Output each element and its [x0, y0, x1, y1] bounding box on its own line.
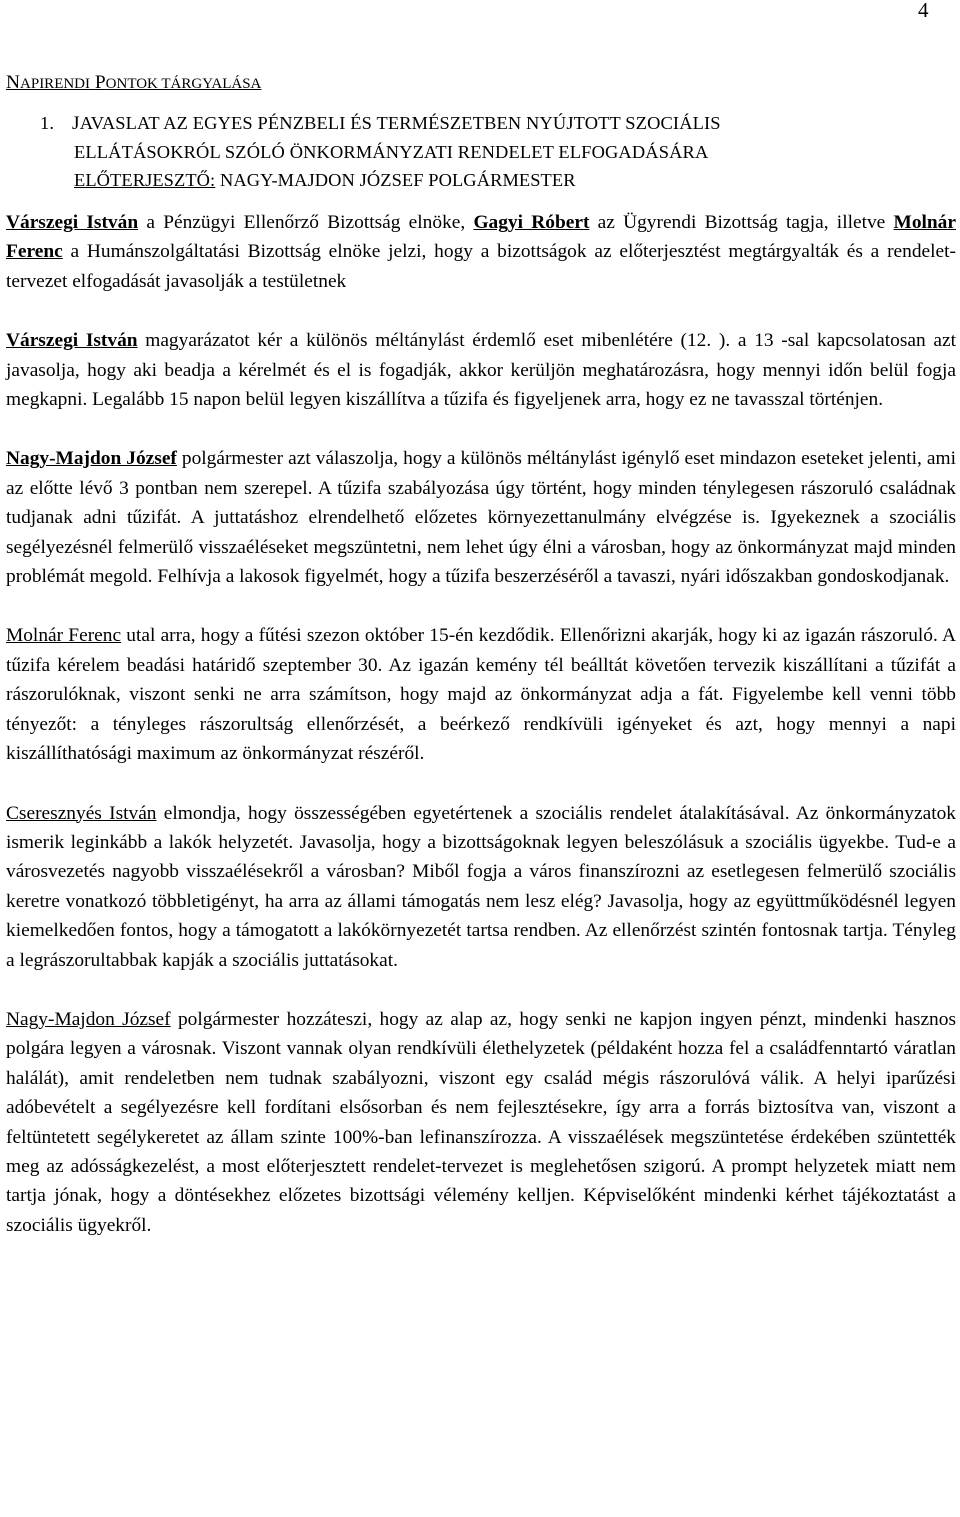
heading-initial-2: P: [94, 72, 106, 93]
agenda-title-line2: ELLÁTÁSOKRÓL SZÓLÓ ÖNKORMÁNYZATI RENDELET ELFOGADÁSÁRA: [74, 142, 709, 162]
paragraph-committees: [6, 208, 956, 296]
paragraph-text: az Ügyrendi Bizottság tagja, illetve: [589, 212, 894, 233]
paragraph-text: magyarázatot kér a különös méltánylást érdemlő eset mibenlétére (12. ). a 13 -sal kapcsolatosan azt javasolja, hogy aki beadja a kérelmét és el is fogadják, akkor kerüljön meghatározásra, hogy mennyi időn belül fogja megkapni. Legalább 15 napon belül legyen kiszállítva a tűzifa és figyeljenek arra, hogy ez ne tavasszal történjen.: [6, 330, 957, 411]
speaker-name: Nagy-Majdon József: [6, 1008, 171, 1030]
speaker-name: Molnár Ferenc: [6, 625, 122, 647]
paragraph-text: a Pénzügyi Ellenőrző Bizottság elnöke,: [138, 212, 474, 233]
paragraph-text: a Humánszolgáltatási Bizottság elnöke jelzi, hogy a bizottságok az előterjesztést megtárgyalták és a rendelet-tervezet elfogadását javasolják a testületnek: [6, 241, 956, 292]
heading-rest-2: ONTOK TÁRGYALÁSA: [105, 76, 262, 92]
section-heading: [6, 68, 956, 99]
agenda-title-rest: AVASLAT AZ EGYES PÉNZBELI ÉS TERMÉSZETBEN NYÚJTOTT SZOCIÁLIS: [79, 113, 721, 133]
agenda-title-line1: [42, 109, 956, 138]
presenter-label: ELŐTERJESZTŐ:: [74, 170, 216, 190]
heading-rest-1: APIRENDI: [20, 76, 91, 92]
heading-initial-1: N: [6, 72, 21, 93]
speaker-name: Molnár Ferenc: [6, 212, 956, 263]
speaker-name: Várszegi István: [6, 212, 139, 233]
agenda-title-initial: J: [72, 113, 80, 134]
document-body: [6, 68, 956, 1270]
paragraph-text: utal arra, hogy a fűtési szezon október 15-én kezdődik. Ellenőrizni akarják, hogy ki az igazán rászoruló. A tűzifa kérelem beadási határidő szeptember 30. Az igazán kemény tél beálltát követően tervezik kiszállítani a tűzifát a rászorulóknak, viszont senki ne arra számítson, hogy majd az önkormányzat adja a fát. Figyelembe kell venni több tényezőt: a tényleges rászorultság ellenőrzését, a beérkező rendkívüli igényeket és azt, hogy mennyi a napi kiszállíthatósági maximum az önkormányzat részéről.: [6, 625, 956, 765]
speaker-name: Nagy-Majdon József: [6, 448, 177, 470]
page-number: 4: [918, 0, 929, 22]
paragraph-nagy-majdon-1: [6, 444, 956, 591]
presenter-name: NAGY-MAJDON JÓZSEF POLGÁRMESTER: [219, 170, 576, 190]
paragraph-molnar: [6, 621, 956, 768]
speaker-name: Várszegi István: [6, 330, 138, 352]
speaker-name: Gagyi Róbert: [473, 212, 590, 233]
speaker-name: Cseresznyés István: [6, 802, 157, 824]
agenda-presenter: [74, 166, 956, 194]
agenda-number: 1.: [40, 113, 55, 133]
paragraph-nagy-majdon-2: [6, 1005, 956, 1240]
paragraph-text: polgármester hozzáteszi, hogy az alap az, hogy senki ne kapjon ingyen pénzt, mindenki hasznos polgára legyen a városnak. Viszont vannak olyan rendkívüli élethelyzetek (példaként hozza fel a családfenntartó váratlan halálát), amit rendeletben nem tudnak szabályozni, viszont egy család mégis rászorulóvá válik. A helyi iparűzési adóbevételt a segélyezésre kell fordítani elsősorban és nem fejlesztésekre, így arra a forrás biztosítva van, viszont a feltüntetett segélykeretet az állam szinte 100%-ban lefinanszírozza. A visszaélések megszüntetése érdekében szüntették meg az adósságkezelést, a most előterjesztett rendelet-tervezet is meglehetősen szigorú. A prompt helyzetek miatt nem tartja jónak, hogy a döntésekhez előzetes bizottsági vélemény kelljen. Képviselőként mindenki kérhet tájékoztatást a szociális ügyekről.: [6, 1008, 956, 1236]
paragraph-text: elmondja, hogy összességében egyetértenek a szociális rendelet átalakításával. Az önkormányzatok ismerik leginkább a lakók helyzetét. Javasolja, hogy a bizottságoknak legyen beleszólásuk a szociális ügyekbe. Tud-e a városvezetés nagyobb visszaélésekről a városban? Miből fogja a város finanszírozni az esetlegesen felmerülő szociális keretre vonatkozó többletigényt, ha arra az állami támogatás nem lesz elég? Javasolja, hogy az együttműködésnél legyen kiemelkedően fontos, hogy a támogatott a lakókörnyezetét tartsa rendben. Az ellenőrzést szintén fontosnak tartja. Tényleg a legrászorultabbak kapják a szociális juttatásokat.: [6, 802, 956, 971]
paragraph-text: polgármester azt válaszolja, hogy a különös méltánylást igénylő eset mindazon eseteket jelenti, ami az előtte lévő 3 pontban nem szerepel. A tűzifa szabályozása úgy történt, hogy minden ténylegesen rászoruló családnak tudjanak adni tűzifát. A juttatáshoz elrendelhető előzetes környezettanulmány elvégzése is. Igyekeznek a szociális segélyezésnél felmerülő visszaéléseket megszüntetni, nem lehet úgy élni a városban, hogy az önkormányzat majd minden problémát megold. Felhívja a lakosok figyelmét, hogy a tűzifa beszerzéséről a tavaszi, nyári időszakban gondoskodjanak.: [6, 448, 956, 588]
paragraph-varszegi: [6, 326, 956, 414]
paragraph-cseresznyes: [6, 799, 956, 975]
agenda-item: [42, 109, 956, 194]
